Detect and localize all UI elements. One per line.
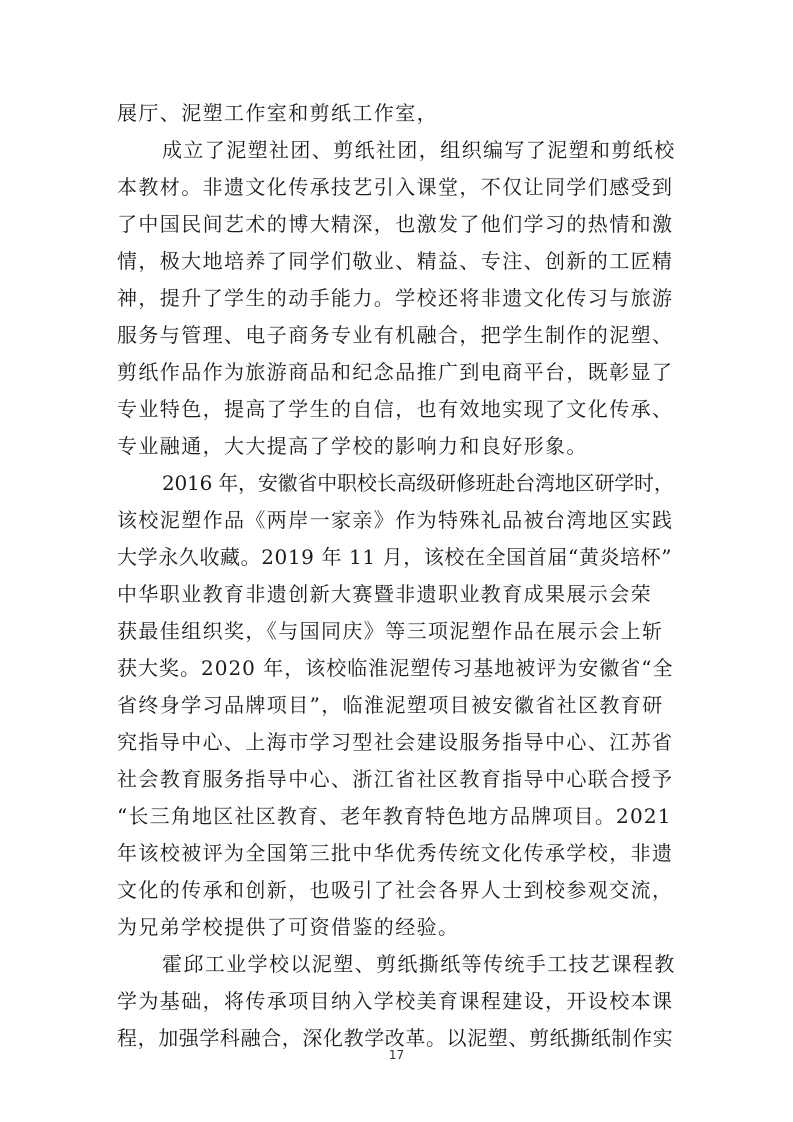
text-line: 神，提升了学生的动手能力。学校还将非遗文化传习与旅游	[117, 286, 674, 310]
text-line: 获最佳组织奖，《与国同庆》等三项泥塑作品在展示会上斩	[117, 619, 664, 643]
text-line: 究指导中心、上海市学习型社会建设服务指导中心、江苏省	[117, 730, 674, 754]
text-line: 程，加强学科融合，深化教学改革。以泥塑、剪纸撕纸制作实	[117, 1026, 674, 1050]
page-number: 17	[388, 1048, 405, 1062]
text-line: 2016 年，安徽省中职校长高级研修班赴台湾地区研学时，	[162, 471, 674, 495]
text-line: 成立了泥塑社团、剪纸社团，组织编写了泥塑和剪纸校	[162, 138, 676, 162]
text-line: 年该校被评为全国第三批中华优秀传统文化传承学校，非遗	[117, 841, 674, 865]
text-line: 专业融通，大大提高了学校的影响力和良好形象。	[117, 434, 588, 458]
text-line: 获大奖。2020 年，该校临淮泥塑传习基地被评为安徽省“全	[117, 656, 674, 680]
text-line: 展厅、泥塑工作室和剪纸工作室，	[117, 101, 438, 125]
text-line: 省终身学习品牌项目”，临淮泥塑项目被安徽省社区教育研	[117, 693, 664, 717]
text-line: 该校泥塑作品《两岸一家亲》作为特殊礼品被台湾地区实践	[117, 508, 674, 532]
text-line: 文化的传承和创新，也吸引了社会各界人士到校参观交流，	[117, 878, 674, 902]
text-line: 专业特色，提高了学生的自信，也有效地实现了文化传承、	[117, 397, 674, 421]
text-line: “长三角地区社区教育、老年教育特色地方品牌项目。2021	[117, 804, 672, 828]
text-line: 服务与管理、电子商务专业有机融合，把学生制作的泥塑、	[117, 323, 674, 347]
text-line: 学为基础，将传承项目纳入学校美育课程建设，开设校本课	[117, 989, 674, 1013]
text-line: 霍邱工业学校以泥塑、剪纸撕纸等传统手工技艺课程教	[162, 952, 676, 976]
text-line: 本教材。非遗文化传承技艺引入课堂，不仅让同学们感受到	[117, 175, 674, 199]
text-line: 社会教育服务指导中心、浙江省社区教育指导中心联合授予	[117, 767, 674, 791]
text-line: 了中国民间艺术的博大精深，也激发了他们学习的热情和激	[117, 212, 674, 236]
text-line: 剪纸作品作为旅游商品和纪念品推广到电商平台，既彰显了	[117, 360, 674, 384]
text-line: 大学永久收藏。2019 年 11 月，该校在全国首届“黄炎培杯”	[117, 545, 673, 569]
text-line: 中华职业教育非遗创新大赛暨非遗职业教育成果展示会荣	[117, 582, 652, 606]
text-line: 为兄弟学校提供了可资借鉴的经验。	[117, 915, 460, 939]
text-line: 情，极大地培养了同学们敬业、精益、专注、创新的工匠精	[117, 249, 674, 273]
